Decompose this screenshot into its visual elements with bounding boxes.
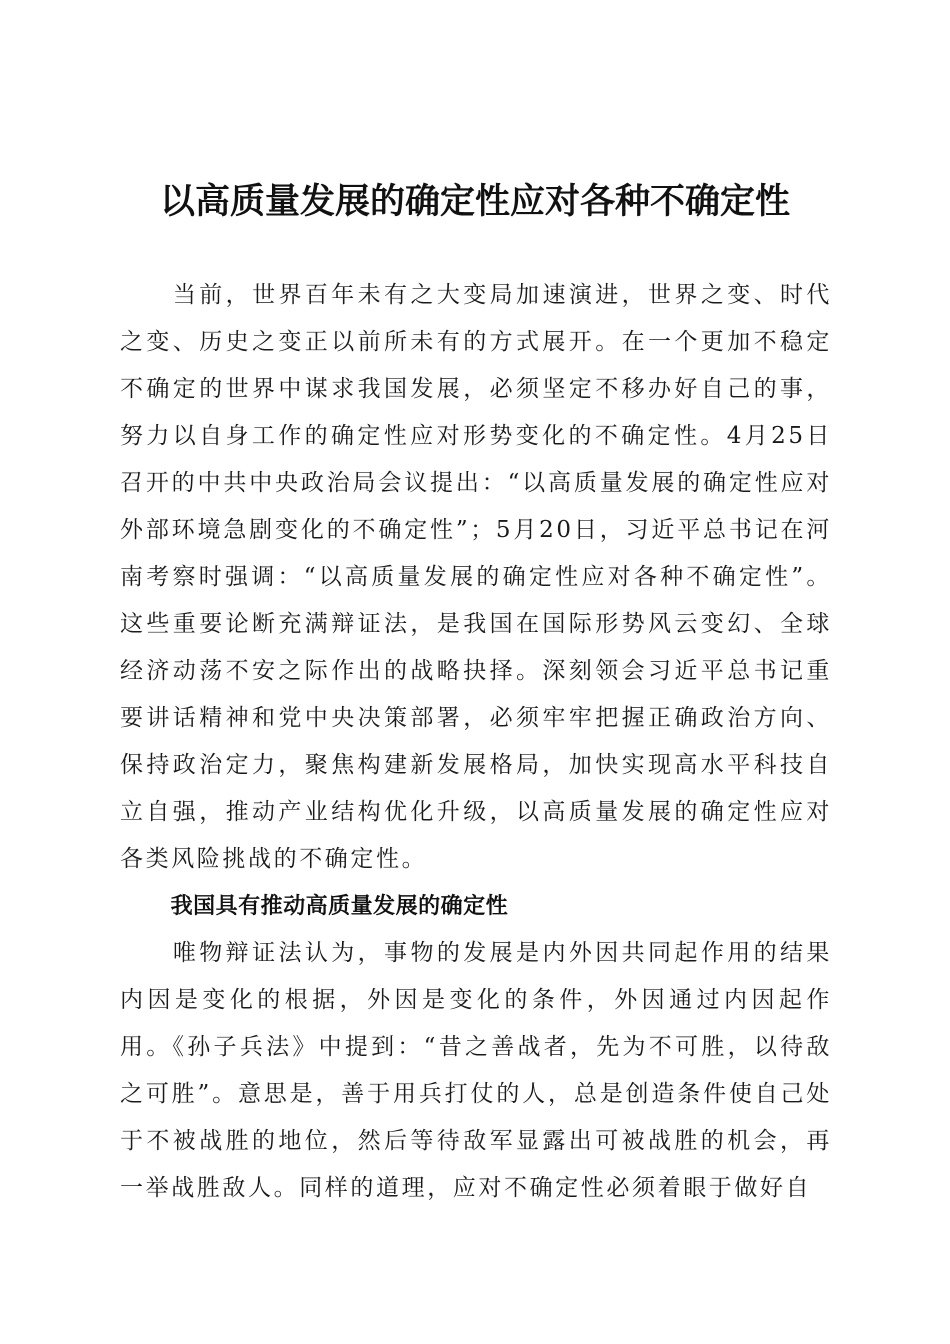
- document-body: [120, 272, 832, 1212]
- document-title: 以高质量发展的确定性应对各种不确定性: [159, 181, 790, 222]
- paragraph-dialectics: 唯物辩证法认为，事物的发展是内外因共同起作用的结果内因是变化的根据，外因是变化的条件，外因通过内因起作用。《孙子兵法》中提到：“昔之善战者，先为不可胜，以待敌之可胜”。意思是，善于用兵打仗的人，总是创造条件使自己处于不被战胜的地位，然后等待敌军显露出可被战胜的机会，再一举战胜敌人。同样的道理，应对不确定性必须着眼于做好自: [120, 940, 832, 1201]
- paragraph-intro: 当前，世界百年未有之大变局加速演进，世界之变、时代之变、历史之变正以前所未有的方式展开。在一个更加不稳定不确定的世界中谋求我国发展，必须坚定不移办好自己的事，努力以自身工作的确定性应对形势变化的不确定性。4月25日召开的中共中央政治局会议提出：“以高质量发展的确定性应对外部环境急剧变化的不确定性”；5月20日，习近平总书记在河南考察时强调：“以高质量发展的确定性应对各种不确定性”。这些重要论断充满辩证法，是我国在国际形势风云变幻、全球经济动荡不安之际作出的战略抉择。深刻领会习近平总书记重要讲话精神和党中央决策部署，必须牢牢把握正确政治方向、保持政治定力，聚焦构建新发展格局，加快实现高水平科技自立自强，推动产业结构优化升级，以高质量发展的确定性应对各类风险挑战的不确定性。: [120, 282, 832, 872]
- section-heading: 我国具有推动高质量发展的确定性: [170, 894, 509, 919]
